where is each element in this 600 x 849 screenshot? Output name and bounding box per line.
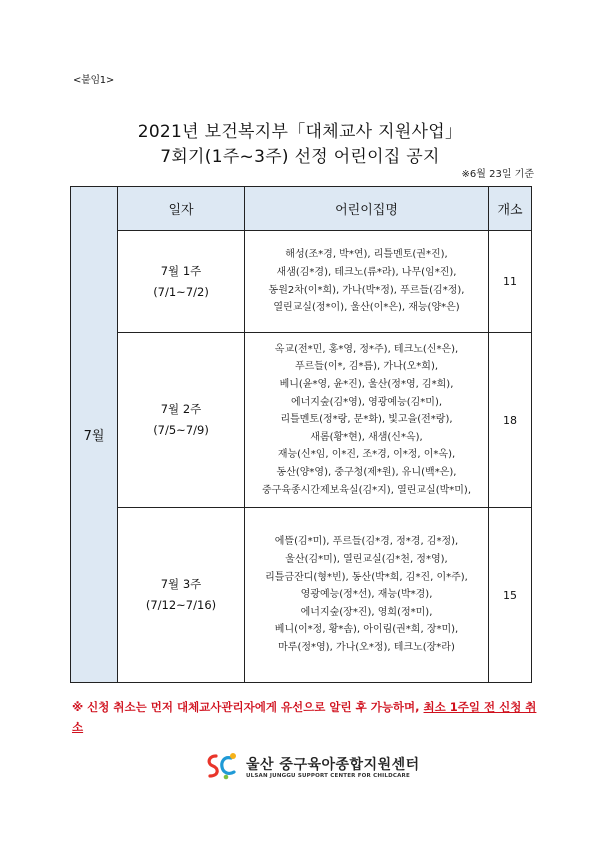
week-range: (7/5~7/9) bbox=[153, 423, 209, 437]
center-names-line: 리틀멘토(정*랑, 문*화), 빛고을(전*랑), bbox=[280, 414, 453, 426]
note-text: ※ 신청 취소는 먼저 대체교사관리자에게 유선으로 알린 후 가능하며, bbox=[72, 700, 424, 714]
center-names-line: 열린교실(정*이), 울산(이*은), 재능(양*은) bbox=[273, 302, 460, 314]
count-cell: 18 bbox=[489, 333, 532, 508]
basis-date: ※6월 23일 기준 bbox=[461, 169, 534, 180]
count-cell: 15 bbox=[489, 508, 532, 683]
header-date: 일자 bbox=[118, 187, 245, 231]
center-names-line: 영광예능(정*선), 재능(박*경), bbox=[300, 589, 433, 601]
center-names-cell bbox=[245, 231, 489, 333]
center-names-line: 동원2차(이*희), 가나(박*정), 푸르들(김*정), bbox=[268, 284, 465, 296]
week-range: (7/1~7/2) bbox=[153, 284, 209, 299]
center-names-line: 푸르들(이*, 김*름), 가나(오*희), bbox=[294, 361, 439, 373]
week-cell bbox=[118, 333, 245, 508]
header-center: 어린이집명 bbox=[245, 187, 489, 231]
week-label: 7월 2주 bbox=[160, 402, 202, 416]
center-name-english: ULSAN JUNGGU SUPPORT CENTER FOR CHILDCARE bbox=[246, 773, 410, 779]
center-names-line: 리틀금잔디(형*빈), 동산(박*희, 김*진, 이*주), bbox=[265, 571, 468, 583]
selection-table bbox=[70, 186, 532, 683]
center-logo-icon bbox=[204, 750, 240, 782]
center-names-line: 중구육종시간제보육실(김*지), 열린교실(박*미), bbox=[261, 484, 472, 496]
week-cell bbox=[118, 231, 245, 333]
week-cell bbox=[118, 508, 245, 683]
center-names-cell bbox=[245, 333, 489, 508]
attachment-label: <붙임1> bbox=[73, 75, 114, 86]
count-cell: 11 bbox=[489, 231, 532, 333]
table-row bbox=[71, 508, 532, 683]
center-names-line: 울산(김*미), 열린교실(김*천, 정*영), bbox=[285, 554, 448, 566]
document-title: 2021년 보건복지부「대체교사 지원사업」 bbox=[137, 122, 463, 142]
center-names-line: 베니(이*정, 황*솜), 아이림(권*희, 장*미), bbox=[274, 624, 459, 636]
center-name-korean: 울산 중구육아종합지원센터 bbox=[246, 757, 420, 773]
center-names-line: 베니(윤*영, 윤*진), 울산(정*영, 김*희), bbox=[279, 379, 454, 391]
center-names-line: 에뜰(김*미), 푸르들(김*경, 정*경, 김*정), bbox=[274, 536, 459, 548]
center-names-cell bbox=[245, 508, 489, 683]
note-emphasis: 최소 1주일 전 신청 취소 bbox=[72, 700, 537, 734]
center-names-line: 재능(신*임, 이*진, 조*경, 이*정, 이*옥), bbox=[277, 449, 456, 461]
table-row bbox=[71, 231, 532, 333]
document-subtitle: 7회기(1주~3주) 선정 어린이집 공지 bbox=[160, 147, 440, 167]
week-label: 7월 3주 bbox=[160, 577, 202, 591]
week-label: 7월 1주 bbox=[160, 263, 202, 278]
cancellation-note bbox=[72, 697, 542, 737]
header-count: 개소 bbox=[489, 187, 532, 231]
week-range: (7/12~7/16) bbox=[145, 598, 217, 612]
center-names-line: 새샘(김*경), 테크노(류*라), 나무(임*진), bbox=[276, 266, 457, 278]
table-row bbox=[71, 333, 532, 508]
center-names-line: 해성(조*경, 박*연), 리틀멘토(권*진), bbox=[285, 249, 448, 261]
center-names-line: 새롬(황*현), 새샘(신*옥), bbox=[310, 431, 423, 443]
month-cell: 7월 bbox=[71, 187, 118, 683]
center-names-line: 에너지숲(김*영), 영광예능(김*미), bbox=[290, 396, 443, 408]
center-names-line: 동산(양*영), 중구청(제*원), 유니(백*은), bbox=[276, 466, 457, 478]
center-names-line: 마루(정*영), 가나(오*정), 테크노(장*라) bbox=[278, 641, 455, 653]
table-header-row bbox=[71, 187, 532, 231]
center-names-line: 에너지숲(장*진), 영희(정*미), bbox=[300, 606, 433, 618]
center-names-line: 옥교(전*민, 홍*영, 정*주), 테크노(신*은), bbox=[274, 343, 459, 355]
center-logo bbox=[204, 750, 434, 784]
